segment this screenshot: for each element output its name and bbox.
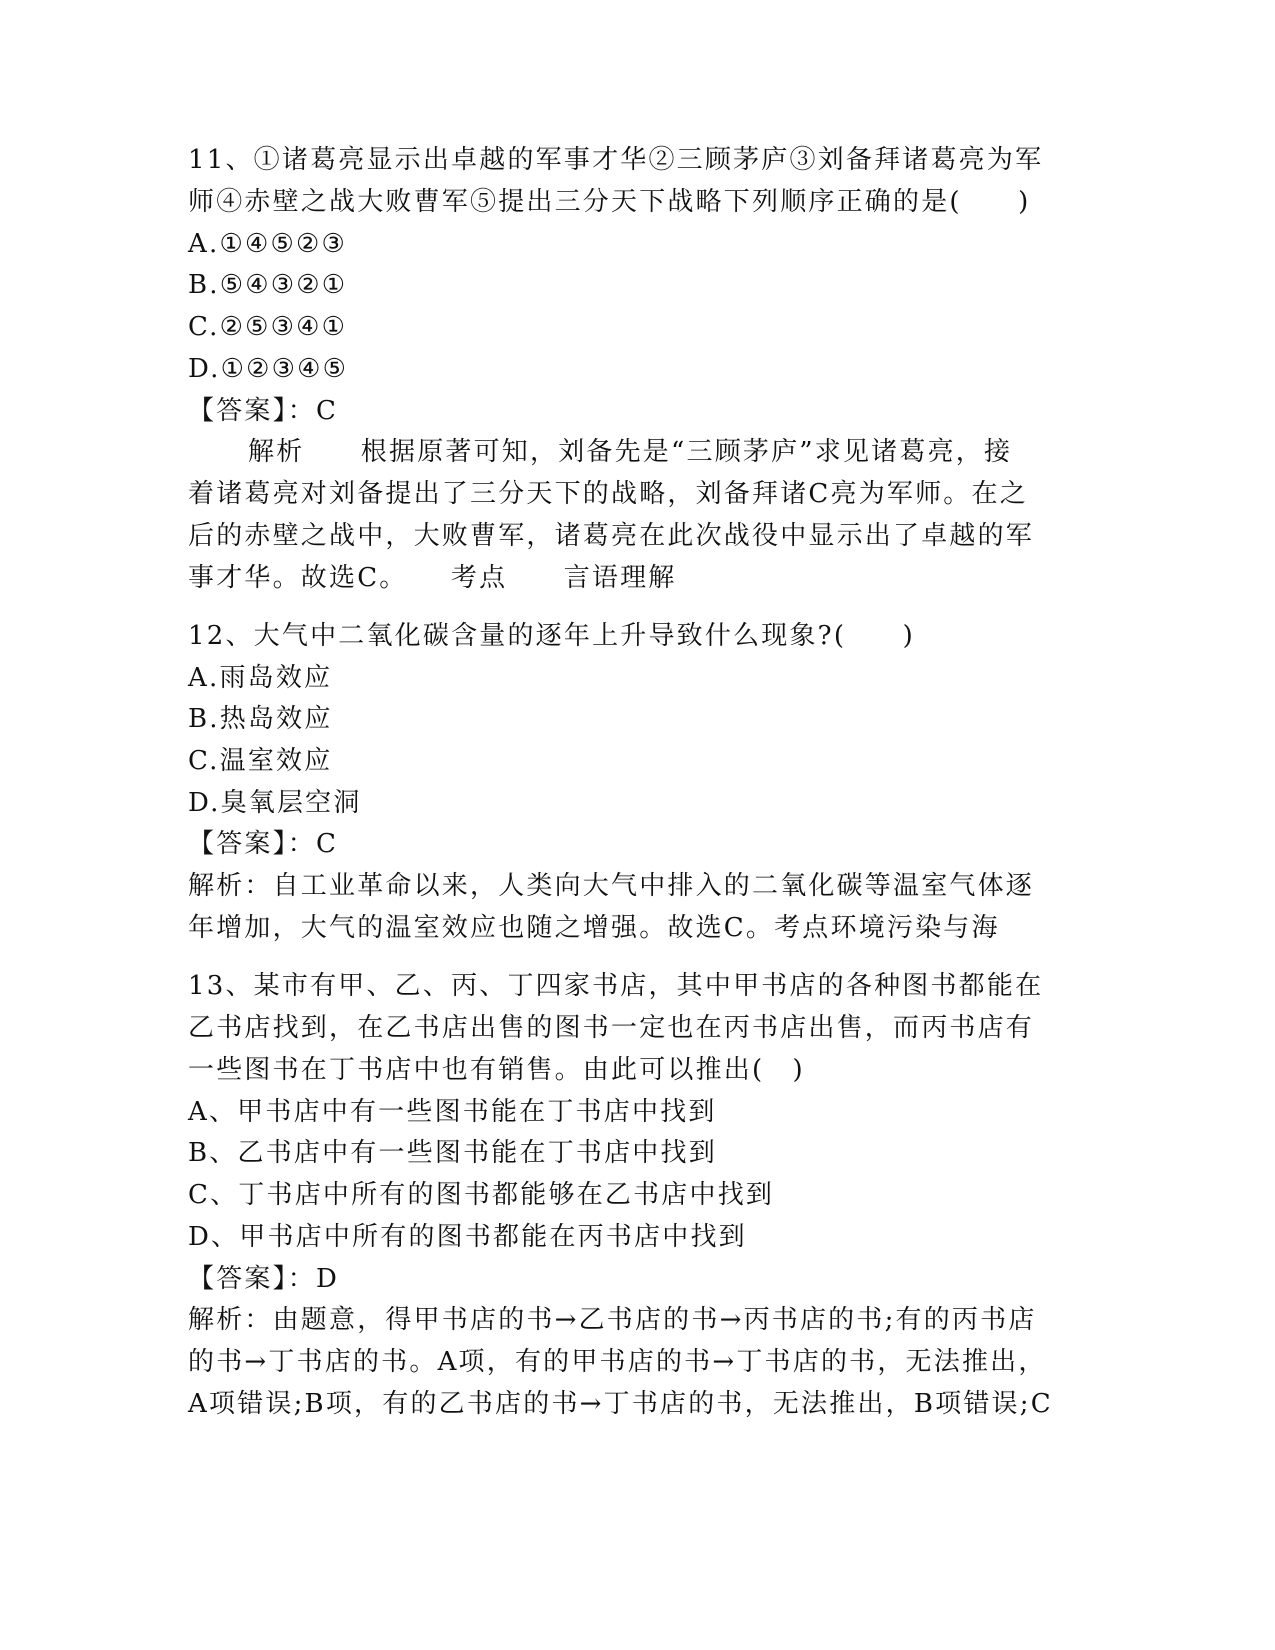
question-13-stem-line-2: 乙书店找到，在乙书店出售的图书一定也在丙书店出售，而丙书店有 <box>188 1013 1035 1043</box>
question-11-stem-line-1: 11、①诸葛亮显示出卓越的军事才华②三顾茅庐③刘备拜诸葛亮为军 <box>188 145 1044 175</box>
question-11-option-a: A.①④⑤②③ <box>188 229 347 259</box>
question-13-answer: 【答案】：D <box>188 1264 340 1294</box>
question-13-option-c: C、丁书店中所有的图书都能够在乙书店中找到 <box>188 1180 775 1210</box>
question-12-answer: 【答案】：C <box>188 829 339 859</box>
question-11-analysis-line-3: 后的赤壁之战中，大败曹军，诸葛亮在此次战役中显示出了卓越的军 <box>188 521 1035 551</box>
question-11-analysis-line-1: 解析 根据原著可知，刘备先是“三顾茅庐”求见诸葛亮，接 <box>248 437 1013 467</box>
question-13-option-d: D、甲书店中所有的图书都能在丙书店中找到 <box>188 1222 747 1252</box>
question-12-analysis-line-2: 年增加，大气的温室效应也随之增强。故选C。考点环境污染与海 <box>188 913 1000 943</box>
question-13-analysis-line-1: 解析：由题意，得甲书店的书→乙书店的书→丙书店的书;有的丙书店 <box>188 1305 1037 1335</box>
question-11-stem-line-2: 师④赤壁之战大败曹军⑤提出三分天下战略下列顺序正确的是( ) <box>188 187 1031 217</box>
question-11-option-b: B.⑤④③②① <box>188 270 348 300</box>
question-13-analysis-line-2: 的书→丁书店的书。A项，有的甲书店的书→丁书店的书，无法推出， <box>188 1347 1047 1377</box>
question-11-option-c: C.②⑤③④① <box>188 312 348 342</box>
question-13-option-a: A、甲书店中有一些图书能在丁书店中找到 <box>188 1097 717 1127</box>
question-13-stem-line-3: 一些图书在丁书店中也有销售。由此可以推出( ) <box>188 1055 805 1085</box>
question-12-stem-line-1: 12、大气中二氧化碳含量的逐年上升导致什么现象?( ) <box>188 621 915 651</box>
question-13-stem-line-1: 13、某市有甲、乙、丙、丁四家书店，其中甲书店的各种图书都能在 <box>188 971 1044 1001</box>
question-12-option-a: A.雨岛效应 <box>188 663 333 693</box>
question-11-option-d: D.①②③④⑤ <box>188 354 349 384</box>
question-11-analysis-line-4: 事才华。故选C。 考点 言语理解 <box>188 563 677 593</box>
question-11-analysis-line-2: 着诸葛亮对刘备提出了三分天下的战略，刘备拜诸C亮为军师。在之 <box>188 479 1028 509</box>
question-12-option-d: D.臭氧层空洞 <box>188 788 362 818</box>
question-12-analysis-line-1: 解析：自工业革命以来，人类向大气中排入的二氧化碳等温室气体逐 <box>188 871 1035 901</box>
question-13-option-b: B、乙书店中有一些图书能在丁书店中找到 <box>188 1138 717 1168</box>
question-13-analysis-line-3: A项错误;B项，有的乙书店的书→丁书店的书，无法推出，B项错误;C <box>188 1389 1053 1419</box>
question-12-option-b: B.热岛效应 <box>188 704 333 734</box>
question-11-answer: 【答案】：C <box>188 396 339 426</box>
question-12-option-c: C.温室效应 <box>188 746 333 776</box>
